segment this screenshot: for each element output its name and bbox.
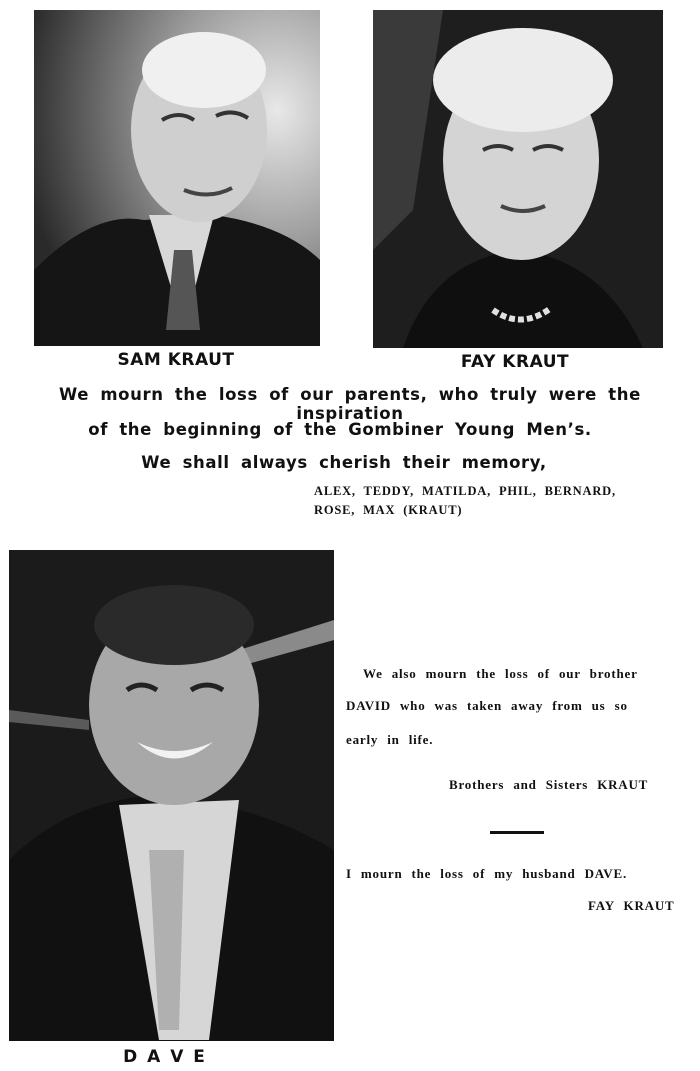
brother-para-line-2: DAVID who was taken away from us so xyxy=(346,698,628,713)
family-signature-line-2: ROSE, MAX (KRAUT) xyxy=(314,503,463,517)
memorial-line-3: We shall always cherish their memory, xyxy=(141,453,547,472)
widow-signoff: FAY KRAUT xyxy=(588,898,675,913)
memorial-line-2: of the beginning of the Gombiner Young Men’s. xyxy=(88,420,592,439)
siblings-signoff: Brothers and Sisters KRAUT xyxy=(449,777,649,792)
widow-line: I mourn the loss of my husband DAVE. xyxy=(346,866,628,881)
brother-para-line-3: early in life. xyxy=(346,732,434,747)
fay-kraut-caption: FAY KRAUT xyxy=(460,352,570,372)
fay-kraut-photo xyxy=(373,10,663,348)
family-signature-line-1: ALEX, TEDDY, MATILDA, PHIL, BERNARD, xyxy=(314,484,616,498)
sam-kraut-photo xyxy=(34,10,320,346)
divider xyxy=(490,831,544,834)
brother-para-line-1: We also mourn the loss of our brother xyxy=(363,666,638,681)
dave-caption: D A V E xyxy=(123,1047,207,1067)
dave-photo xyxy=(9,550,334,1041)
memorial-line-1: We mourn the loss of our parents, who truly were the inspiration xyxy=(59,385,641,423)
sam-kraut-caption: SAM KRAUT xyxy=(117,350,235,370)
